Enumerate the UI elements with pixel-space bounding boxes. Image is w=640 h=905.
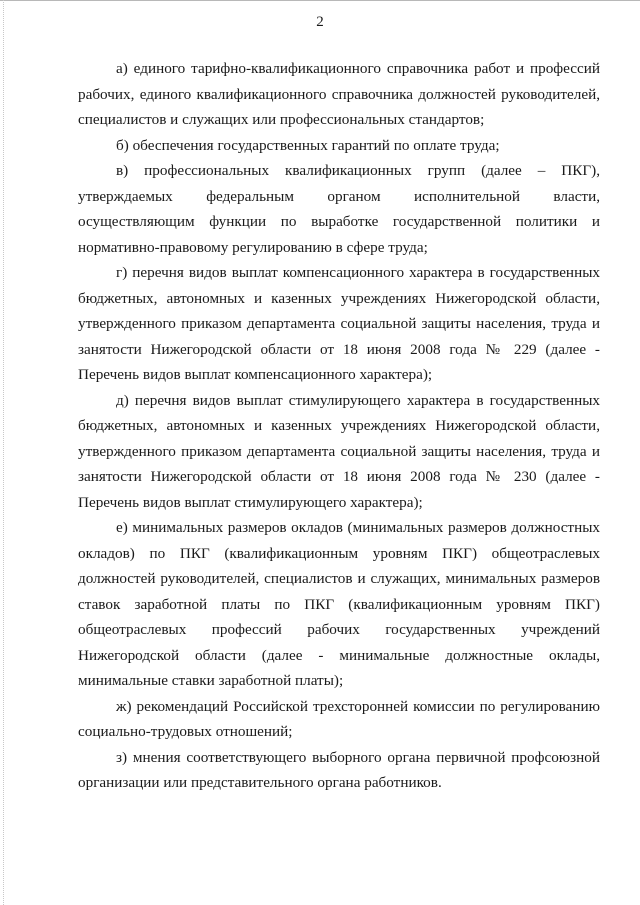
page-number: 2 xyxy=(316,14,324,30)
document-body xyxy=(78,56,600,796)
paragraph-v: в) профессиональных квалификационных групп (далее – ПКГ), утверждаемых федеральным органом исполнительной власти, осуществляющим функции по выработке государственной политики и нормативно-правовому регулированию в сфере труда; xyxy=(78,162,600,256)
page-top-edge xyxy=(0,0,640,1)
paragraph-zh: ж) рекомендаций Российской трехсторонней комиссии по регулированию социально-трудовых отношений; xyxy=(78,697,600,740)
paragraph-g: г) перечня видов выплат компенсационного характера в государственных бюджетных, автономных и казенных учреждениях Нижегородской области, утвержденного приказом департамента социальной защиты населения, труда и занятости Нижегородской области от 18 июня 2008 года № 229 (далее - Перечень видов выплат компенсационного характера); xyxy=(78,264,600,383)
paragraph-d: д) перечня видов выплат стимулирующего характера в государственных бюджетных, автономных и казенных учреждениях Нижегородской области, утвержденного приказом департамента социальной защиты населения, труда и занятости Нижегородской области от 18 июня 2008 года № 230 (далее - Перечень видов выплат стимулирующего характера); xyxy=(78,391,600,511)
paragraph-z: з) мнения соответствующего выборного органа первичной профсоюзной организации или представительного органа работников. xyxy=(78,748,600,791)
paragraph-b: б) обеспечения государственных гарантий по оплате труда; xyxy=(116,136,500,154)
page-left-edge xyxy=(3,0,4,905)
paragraph-a: а) единого тарифно-квалификационного справочника работ и профессий рабочих, единого квалификационного справочника должностей руководителей, специалистов и служащих или профессиональных стандартов; xyxy=(78,60,600,128)
paragraph-e: е) минимальных размеров окладов (минимальных размеров должностных окладов) по ПКГ (квалификационным уровням ПКГ) общеотраслевых должностей руководителей, специалистов и служащих, минимальных размеров ставок заработной платы по ПКГ (квалификационным уровням ПКГ) общеотраслевых профессий рабочих государственных учреждений Нижегородской области (далее - минимальные должностные оклады, минимальные ставки заработной платы); xyxy=(78,519,600,689)
